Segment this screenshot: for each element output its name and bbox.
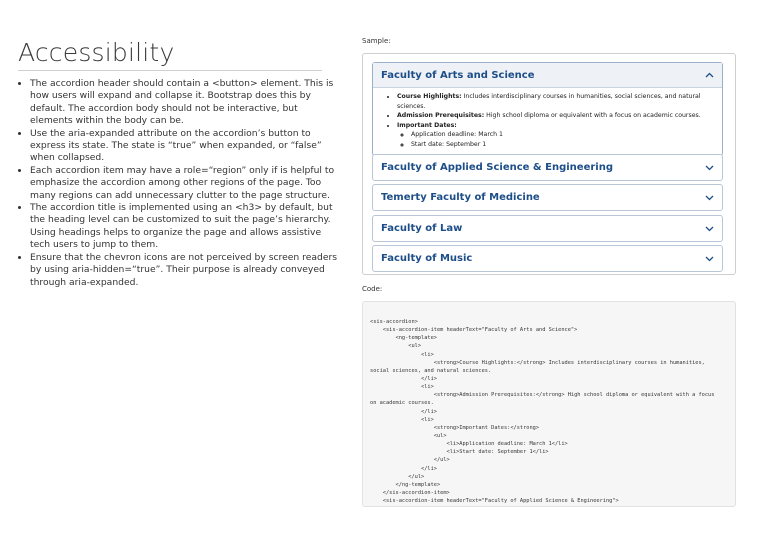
code-line: <strong>Important Dates:</strong>	[370, 424, 540, 431]
list-item: • Course Highlights: Includes interdisciplinary courses in humanities, social sciences, and natural sciences.	[397, 92, 712, 111]
accordion-title: Temerty Faculty of Medicine	[381, 192, 540, 203]
date-item: ◦ Application deadline: March 1	[411, 130, 712, 140]
title-divider	[18, 70, 322, 71]
accordion-header-button[interactable]	[373, 155, 722, 180]
code-line: </ul>	[370, 457, 450, 464]
chevron-down-icon	[704, 193, 714, 203]
page-title: Accessibility	[18, 38, 175, 67]
code-line: </sis-accordion-item>	[370, 489, 450, 496]
code-line: </li>	[370, 375, 437, 382]
code-block	[362, 301, 736, 507]
sample-panel	[362, 53, 736, 275]
sample-label: Sample:	[362, 37, 391, 45]
code-line: <sis-accordion-item headerText="Faculty of Applied Science & Engineering">	[370, 498, 619, 505]
code-line: <li>Start date: September 1</li>	[370, 449, 549, 456]
code-line: <ul>	[370, 432, 447, 439]
accordion-header-button[interactable]	[373, 185, 722, 210]
accordion-header-button[interactable]	[373, 246, 722, 271]
accessibility-notes-list	[18, 78, 338, 289]
code-lines	[370, 318, 714, 505]
accordion-title: Faculty of Music	[381, 253, 473, 264]
accordion-header-button[interactable]	[373, 216, 722, 241]
note-item: • Use the aria-expanded attribute on the accordion’s button to express its state. The state is “true” when expanded, or “false” when collapsed.	[30, 128, 338, 165]
accordion-item-arts-science	[372, 62, 723, 156]
code-line: <li>	[370, 384, 434, 391]
code-line: <sis-accordion-item headerText="Faculty of Arts and Science">	[370, 327, 578, 334]
code-line: <ng-template>	[370, 335, 437, 342]
note-item: • Each accordion item may have a role=“region” only if is helpful to emphasize the accordion among other regions of the page. Too many regions can add unnecessary clutter to the page structure.	[30, 165, 338, 202]
accordion-title: Faculty of Arts and Science	[381, 69, 535, 81]
code-line: social sciences, and natural sciences.	[370, 367, 492, 374]
code-label: Code:	[362, 285, 383, 293]
code-line: </li>	[370, 465, 437, 472]
code-line: </ul>	[370, 473, 425, 480]
accordion-item-applied-science	[372, 154, 723, 181]
code-line: <sis-accordion>	[370, 319, 418, 325]
code-line: <li>Application deadline: March 1</li>	[370, 441, 568, 448]
date-item: ◦ Start date: September 1	[411, 140, 712, 150]
accordion-title: Faculty of Law	[381, 223, 463, 234]
list-item: • Admission Prerequisites: High school diploma or equivalent with a focus on academic courses.	[397, 111, 712, 121]
chevron-down-icon	[704, 224, 714, 234]
accordion-item-music	[372, 245, 723, 272]
code-line: <strong>Course Highlights:</strong> Includes interdisciplinary courses in humanities,	[370, 359, 705, 366]
code-line: on academic courses.	[370, 400, 434, 407]
accordion-title: Faculty of Applied Science & Engineering	[381, 162, 613, 173]
chevron-up-icon	[704, 70, 714, 80]
accordion-item-medicine	[372, 184, 723, 211]
code-line: <ul>	[370, 343, 422, 350]
chevron-down-icon	[704, 254, 714, 264]
code-line: </li>	[370, 408, 437, 415]
note-item: • Ensure that the chevron icons are not perceived by screen readers by using aria-hidden=“true”. Their purpose is already conveyed through aria-expanded.	[30, 252, 338, 289]
accordion-header-button[interactable]	[373, 63, 722, 88]
note-item: • The accordion title is implemented using an <h3> by default, but the heading level can be customized to suit the page’s hierarchy. Using headings helps to organize the page and allows assistive tech users to jump to them.	[30, 202, 338, 252]
chevron-down-icon	[704, 163, 714, 173]
note-item: • The accordion header should contain a <button> element. This is how users will expand and collapse it. Bootstrap does this by default. The accordion body should not be interactive, but elements within the body can be.	[30, 78, 338, 128]
code-line: <li>	[370, 416, 434, 423]
accordion-item-law	[372, 215, 723, 242]
code-line: </ng-template>	[370, 481, 441, 488]
accordion-body	[373, 88, 722, 155]
code-line: <strong>Admission Prerequisites:</strong> High school diploma or equivalent with a focus	[370, 392, 715, 399]
list-item: • Important Dates: ◦ Application deadline: March 1 ◦ Start date: September 1	[397, 121, 712, 150]
code-line: <li>	[370, 351, 434, 358]
